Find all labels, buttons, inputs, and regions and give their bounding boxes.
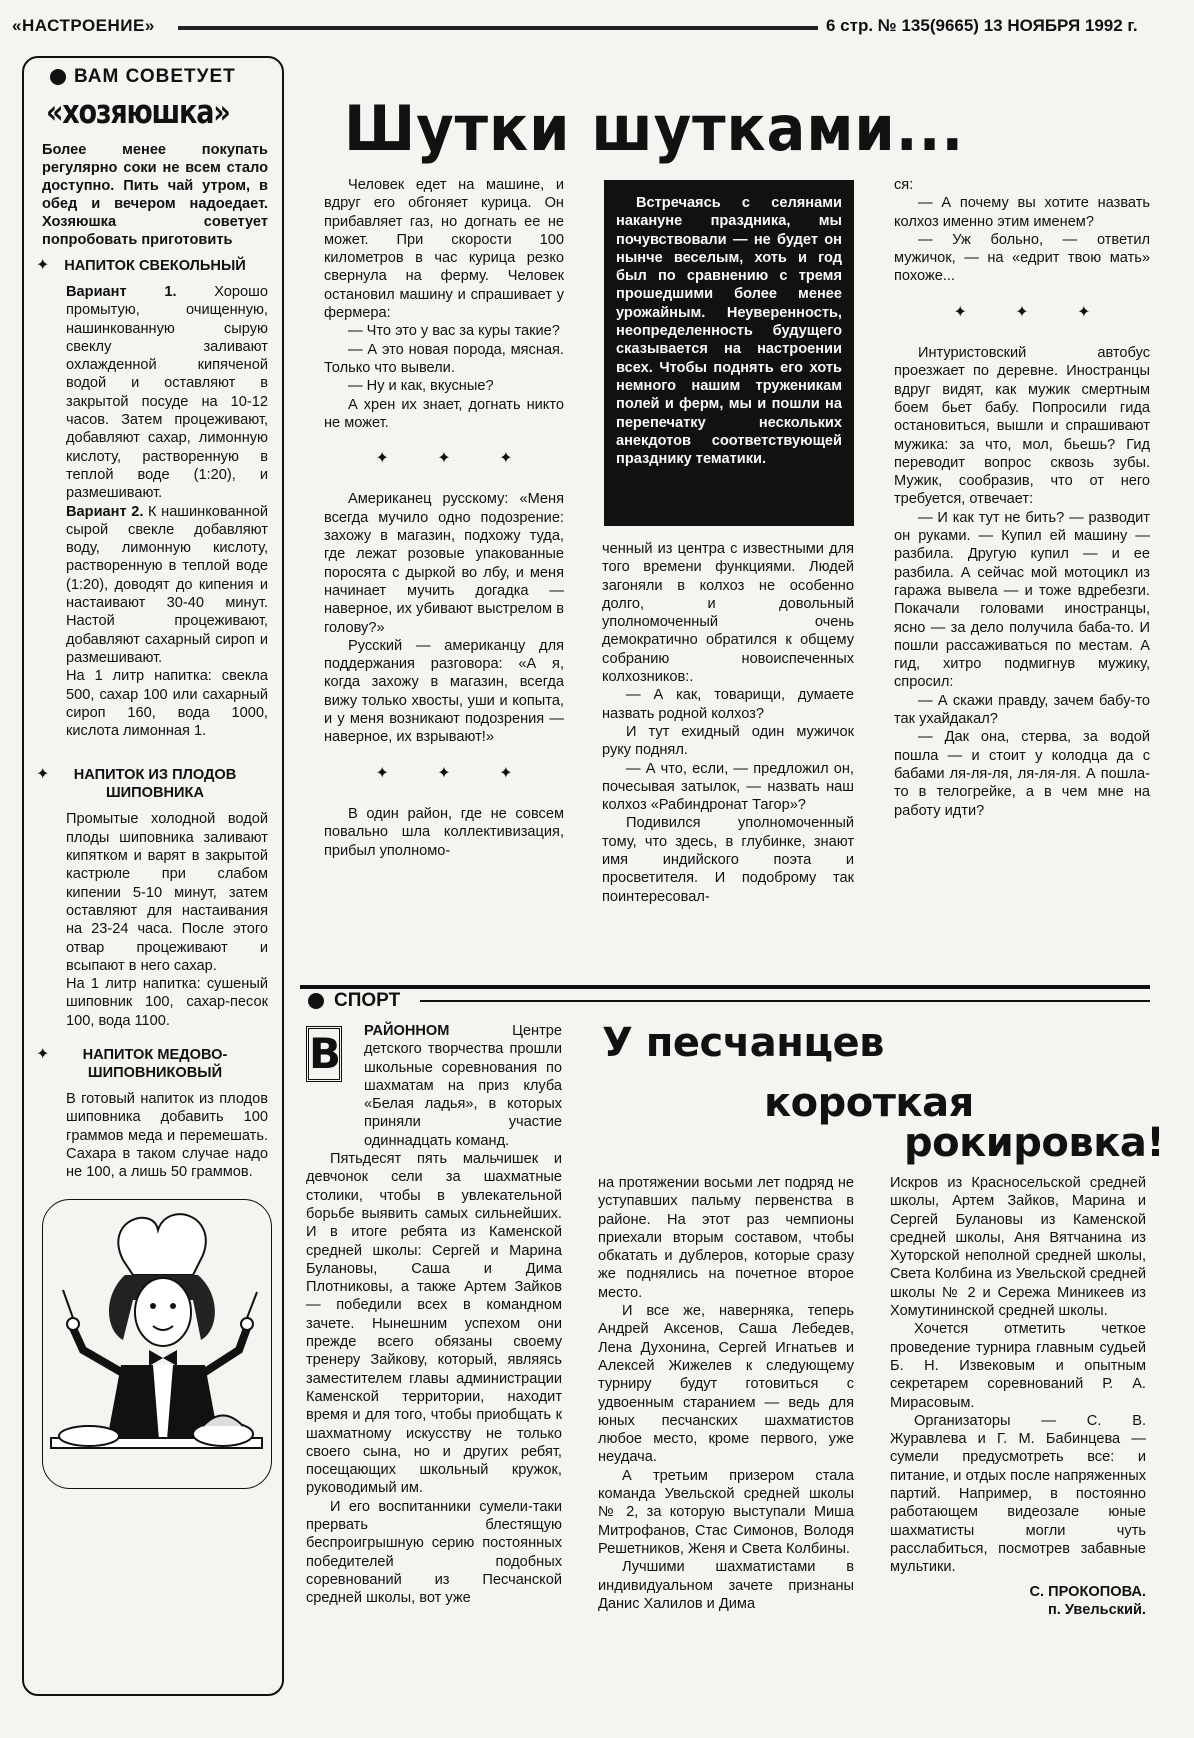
recipe-body — [42, 283, 268, 740]
bullet-icon — [308, 993, 324, 1009]
star-icon: ✦ — [36, 1045, 50, 1063]
joke-paragraph: — А скажи правду, зачем бабу-то так ухайдакал? — [894, 692, 1150, 728]
sidebar-title: «хозяюшка» — [46, 92, 230, 131]
section-title: «НАСТРОЕНИЕ» — [12, 16, 155, 35]
chef-drawing — [43, 1200, 270, 1487]
joke-paragraph: — Уж больно, — ответил мужичок, — на «едрит твою мать» похоже... — [894, 231, 1150, 285]
joke-paragraph: В один район, где не совсем повально шла коллективизация, прибыл уполномо- — [324, 805, 564, 859]
recipe-paragraph: Вариант 2. К нашинкованной сырой свекле добавляют воду, лимонную кислоту, растворенную в теплой воде (1:20), доводят до кипения и настаивают 30-40 минут. Настой процеживают, добавляют сахарный сироп и размешивают. — [66, 503, 268, 666]
joke-paragraph: — А как, товарищи, думаете назвать родной колхоз? — [602, 687, 854, 722]
joke-paragraph: ченный из центра с известными для того времени функциями. Людей загоняли в колхоз не особенно долго, и довольный уполномоченный очень демократично обратился к общему собранию новоиспеченных колхозников:. — [602, 541, 854, 686]
sport-column-2 — [598, 1174, 854, 1613]
joke-paragraph: — Дак она, стерва, за водой пошла — и стоит у колодца да с бабами ля-ля-ля, ля-ля-ля. А пошла-то в телогрейке, а в чем мне на работу идти? — [894, 729, 1150, 819]
recipe-body — [42, 1090, 268, 1181]
sport-paragraph: И его воспитанники сумели-таки прервать блестящую беспроигрышную серию постоянных победителей подобных соревнований из Песчанской средней школы, вот уже — [306, 1498, 562, 1607]
recipe-paragraph: На 1 литр напитка: сушеный шиповник 100, сахар-песок 100, вода 1100. — [66, 976, 268, 1029]
joke-paragraph: — А это новая порода, мясная. Только что вывели. — [324, 341, 564, 376]
sport-paragraph: И все же, наверняка, теперь Андрей Аксенов, Саша Лебедев, Лена Духонина, Сергей Игнатьев и Алексей Жижелев к следующему турниру будут готовиться с удвоенным старанием — ведь для юных песчанских шахматистов любое место, кроме первого, уже неудача. — [598, 1303, 854, 1466]
recipe-paragraph: На 1 литр напитка: свекла 500, сахар 100 или сахарный сироп 160, вода 1000, кислота лимонная 1. — [66, 668, 268, 740]
sport-headline-line-3: рокировка! — [904, 1120, 1165, 1166]
sport-paragraph: А третьим призером стала команда Увельской средней школы № 2, за которую выступали Миша Митрофанов, Стас Симонов, Володя Решетников, Женя и Света Колбины. — [598, 1467, 854, 1557]
stars-divider: ✦ ✦ ✦ — [953, 303, 1113, 321]
joke-paragraph: Человек едет на машине, и вдруг его обгоняет курица. Он прибавляет газ, но догнать ее не может. При скорости 100 километров в час курица резко свернула на ферму. Человек остановил машину и спрашивает у фермера: — [324, 177, 564, 322]
sport-column-1 — [306, 1022, 562, 1608]
sidebar-lead: Более менее покупать регулярно соки не всем стало доступно. Пить чай утром, в обед и вечером надоедает. Хозяюшка советует попробовать приготовить — [42, 142, 268, 248]
joke-paragraph: — А что, если, — предложил он, почесывая затылок, — назвать наш колхоз «Рабиндронат Тагор»? — [602, 760, 854, 814]
sidebar-kicker: ВАМ СОВЕТУЕТ — [50, 66, 268, 88]
header-rule — [178, 26, 818, 30]
sport-top-rule — [300, 985, 1150, 989]
joke-paragraph: И тут ехидный один мужичок руку поднял. — [602, 723, 854, 759]
author-place: п. Увельский. — [1047, 1601, 1146, 1618]
joke-paragraph: Русский — американцу для поддержания разговора: «А я, когда захожу в магазин, всегда вижу только хвосты, уши и копыта, и у меня возникают подозрения — наверное, их взрывают!» — [324, 637, 564, 746]
sport-paragraph: Хочется отметить четкое проведение турнира главным судьей Б. Н. Извековым и опытным секретарем соревнований Р. А. Мирасовым. — [890, 1321, 1146, 1411]
housewife-sidebar — [22, 56, 284, 1696]
recipe-paragraph: В готовый напиток из плодов шиповника добавить 100 граммов меда и перемешать. Сахара в таком случае надо не 100, а лишь 50 граммов. — [66, 1090, 268, 1181]
jokes-column-2 — [602, 540, 854, 906]
issue-info: 6 стр. № 135(9665) 13 НОЯБРЯ 1992 г. — [826, 16, 1138, 35]
jokes-headline: Шутки шутками... — [344, 92, 965, 165]
stars-divider: ✦ ✦ ✦ — [375, 764, 535, 782]
recipe-title: ✦ НАПИТОК ИЗ ПЛОДОВ ШИПОВНИКА — [36, 766, 237, 802]
joke-paragraph: Подивился уполномоченный тому, что здесь, в глубинке, знают имя индийского поэта и просветителя. И подоброму так поинтересовал- — [602, 815, 854, 905]
stars-divider: ✦ ✦ ✦ — [375, 450, 535, 468]
sport-paragraph: Организаторы — С. В. Журавлева и Г. М. Бабинцева — сумели предусмотреть все: и питание, и отдых после напряженных партий. Например, в постоянно работающем видеозале юные шахматисты могли чуть расслабиться, посмотрев забавные мультики. — [890, 1412, 1146, 1576]
joke-paragraph: — Что это у вас за куры такие? — [348, 323, 560, 340]
recipe-paragraph: Вариант 1. Хорошо промытую, очищенную, нашинкованную сырую свеклу заливают охлажденной кипяченой водой и оставляют в закрытой посуде на 10-12 часов. Затем процеживают, добавляют сахар, лимонную кислоту, растворенную в теплой воде (1:20), и размешивают. — [66, 284, 268, 502]
joke-paragraph: А хрен их знает, догнать никто не может. — [324, 396, 564, 431]
jokes-column-3 — [894, 176, 1150, 820]
recipe-title: ✦ НАПИТОК СВЕКОЛЬНЫЙ — [36, 257, 246, 274]
bullet-icon — [50, 69, 66, 85]
sport-paragraph: Лучшими шахматистами в индивидуальном зачете признаны Данис Халилов и Дима — [598, 1559, 854, 1612]
recipe-paragraph: Промытые холодной водой плоды шиповника заливают кипятком и варят в закрытой кастрюле при слабом кипении 5-10 минут, затем оставляют для настаивания на 23-24 часа. После этого отвар процеживают и всыпают в него сахар. — [66, 811, 268, 974]
intro-text: Встречаясь с селянами накануне праздника, мы почувствовали — не будет он нынче веселым, хоть и год был по сравнению с тремя прошедшими более менее урожайным. Неуверенность, неопределенность будущего сказывается на настроении всех. Чтобы поднять его хоть немного нашим труженикам полей и ферм, мы и пошли на перепечатку нескольких анекдотов соответствующей празднику тематики. — [616, 195, 842, 468]
joke-paragraph: Американец русскому: «Меня всегда мучило одно подозрение: захожу в магазин, подхожу туда, где лежат розовые упакованные поросята с дыркой во лбу, и меня начинает мучить догадка — наверное, их убивают выстрелом в голову?» — [324, 491, 564, 636]
sport-kicker: СПОРТ — [308, 990, 400, 1012]
sport-paragraph: Пятьдесят пять мальчишек и девчонок сели за шахматные столики, чтобы в увлекательной борьбе выявить самых сильнейших. И в итоге ребята из Каменской средней школы: Сергей и Марина Булановы, Саша и Дима Плотниковы, а также Артем Зайков — победили всех в командном зачете. Нынешним успехом они прежде всего обязаны своему тренеру Зайкову, который, являясь заместителем главы администрации Каменской территории, находит время и для того, чтобы приобщать к шахматному искусству не только своего сына, но и других ребят, посещающих школьный кружок, руководимый им. — [306, 1151, 562, 1497]
joke-paragraph: — И как тут не бить? — разводит он руками. — Купил ей машину — разбила. Другую купил — и ее разбила. А сейчас мой мотоцикл из гаража вывела — и тоже вдребезги. Покачали головами иностранцы, ясно — за дело получила баба-то. И пошли рассаживаться по местам. А гид, хитро подмигнув мужику, спросил: — [894, 509, 1150, 691]
sport-paragraph: Искров из Красносельской средней школы, Артем Зайков, Марина и Сергей Булановы из Каменской средней школы, Аня Вятчанина из Хуторской неполной средней школы, Света Колбина из Увельской средней школы № 2 и Сережа Миникеев из Хомутининской средней школы. — [890, 1175, 1146, 1320]
author-signature: С. ПРОКОПОВА. — [1029, 1583, 1146, 1600]
joke-paragraph: — А почему вы хотите назвать колхоз именно этим именем? — [894, 195, 1150, 230]
dropcap-letter: В — [306, 1026, 342, 1082]
joke-paragraph: — Ну и как, вкусные? — [348, 378, 494, 395]
star-icon: ✦ — [36, 257, 50, 274]
recipe-body — [42, 810, 268, 1030]
sport-headline-line-1: У песчанцев — [602, 1020, 884, 1066]
joke-paragraph: Интуристовский автобус проезжает по деревне. Иностранцы вдруг видят, как мужик смертным боем бьет бабу. Попросили гида остановиться, вышли и спрашивают мужика: за что, мол, бьешь? Гид переводит вопрос сквозь зубы. Мужик, сообразив, что от него требуется, отвечает: — [894, 345, 1150, 508]
sport-headline-line-2: короткая — [764, 1080, 974, 1126]
joke-paragraph: ся: — [894, 177, 914, 193]
sport-kicker-rule — [420, 1000, 1150, 1002]
sport-paragraph: на протяжении восьми лет подряд не уступавших пальму первенства в районе. На этот раз чемпионы приехали вторым составом, чтобы обкатать и дублеров, которые сразу же поднялись на почетное второе место. — [598, 1175, 854, 1301]
sport-lead-paragraph: РАЙОННОМ Центре детского творчества прошли школьные соревнования по шахматам на приз клуба «Белая ладья», в которых приняли участие одиннадцать команд. — [364, 1023, 562, 1149]
chef-illustration — [42, 1199, 272, 1489]
intro-box — [604, 180, 854, 526]
sport-column-3 — [890, 1174, 1146, 1619]
recipe-title: ✦ НАПИТОК МЕДОВО-ШИПОВНИКОВЫЙ — [36, 1045, 228, 1081]
jokes-column-1 — [324, 176, 564, 860]
star-icon: ✦ — [36, 766, 50, 784]
